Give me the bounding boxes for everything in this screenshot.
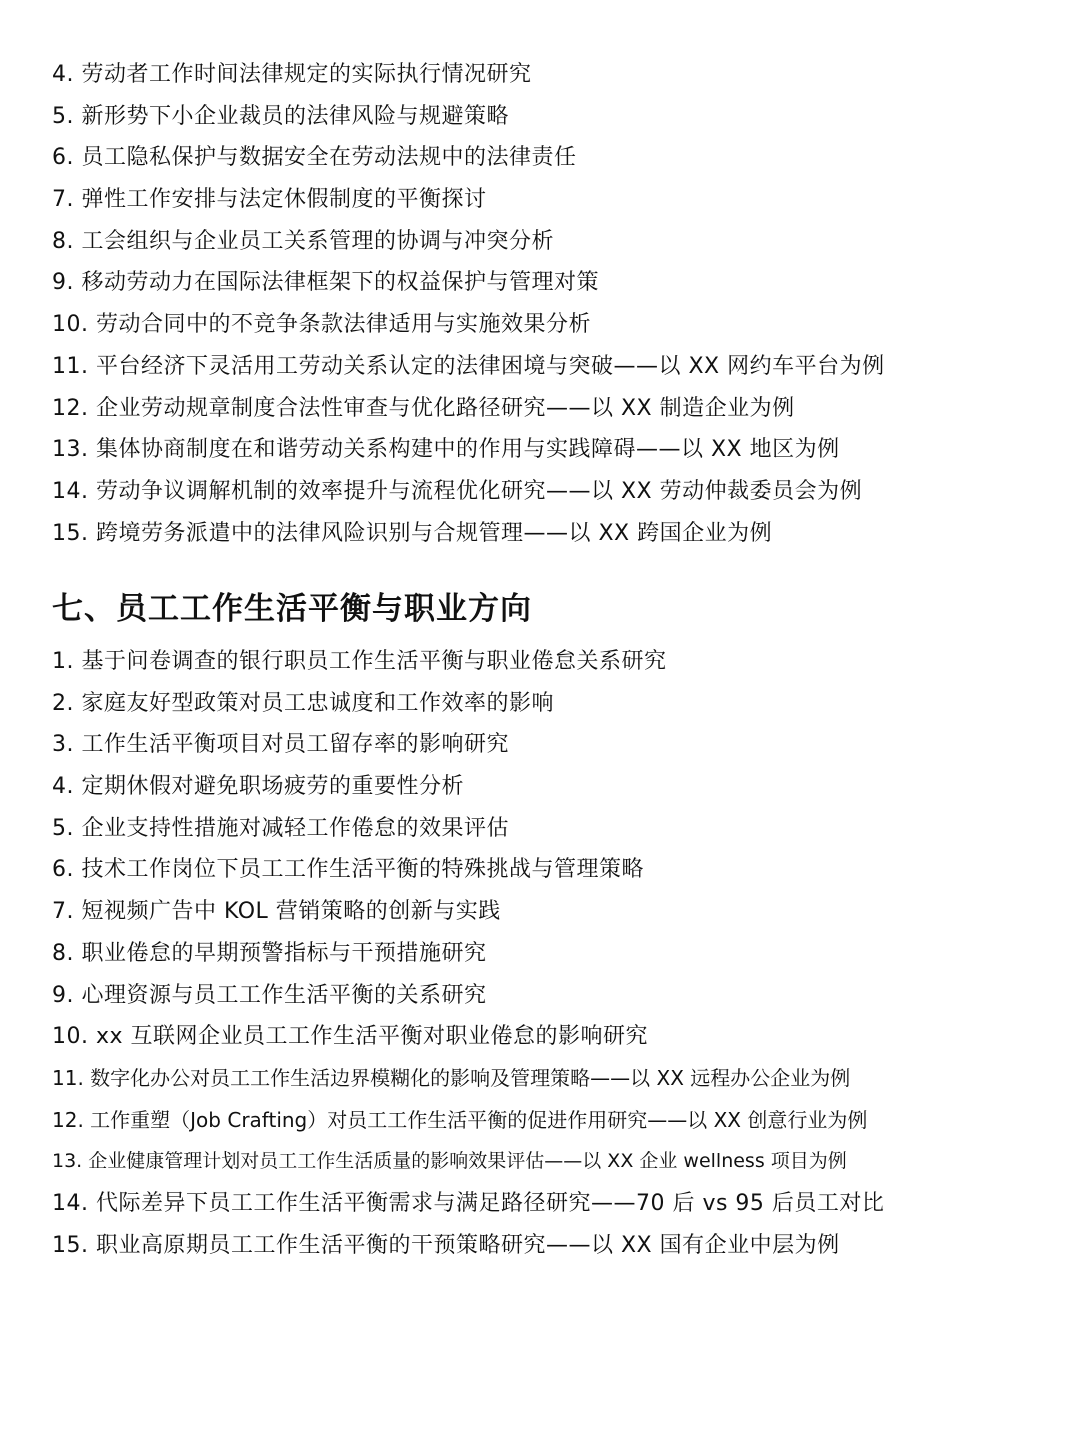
list-item: 4. 劳动者工作时间法律规定的实际执行情况研究	[52, 62, 532, 87]
list-item: 4. 定期休假对避免职场疲劳的重要性分析	[52, 774, 464, 800]
list-item: 6. 技术工作岗位下员工工作生活平衡的特殊挑战与管理策略	[52, 857, 644, 883]
list-item: 13. 企业健康管理计划对员工工作生活质量的影响效果评估——以 XX 企业 wellness 项目为例	[52, 1150, 847, 1173]
list-item: 15. 职业高原期员工工作生活平衡的干预策略研究——以 XX 国有企业中层为例	[52, 1232, 840, 1258]
list-item: 13. 集体协商制度在和谐劳动关系构建中的作用与实践障碍——以 XX 地区为例	[52, 437, 840, 463]
list-item: 7. 弹性工作安排与法定休假制度的平衡探讨	[52, 187, 487, 213]
list-item: 2. 家庭友好型政策对员工忠诚度和工作效率的影响	[52, 690, 554, 716]
list-item: 10. xx 互联网企业员工工作生活平衡对职业倦怠的影响研究	[52, 1024, 649, 1050]
list-item: 6. 员工隐私保护与数据安全在劳动法规中的法律责任	[52, 145, 577, 171]
section-topic-list	[52, 641, 1042, 1266]
list-item: 12. 企业劳动规章制度合法性审查与优化路径研究——以 XX 制造企业为例	[52, 395, 795, 421]
list-item: 5. 企业支持性措施对减轻工作倦怠的效果评估	[52, 815, 509, 841]
list-item: 9. 心理资源与员工工作生活平衡的关系研究	[52, 982, 487, 1008]
list-item: 14. 代际差异下员工工作生活平衡需求与满足路径研究——70 后 vs 95 后员工对比	[52, 1190, 885, 1216]
list-item: 10. 劳动合同中的不竞争条款法律适用与实施效果分析	[52, 312, 591, 338]
list-item: 15. 跨境劳务派遣中的法律风险识别与合规管理——以 XX 跨国企业为例	[52, 520, 773, 546]
list-item: 1. 基于问卷调查的银行职员工作生活平衡与职业倦怠关系研究	[52, 649, 667, 674]
list-item: 14. 劳动争议调解机制的效率提升与流程优化研究——以 XX 劳动仲裁委员会为例	[52, 478, 863, 504]
list-item: 5. 新形势下小企业裁员的法律风险与规避策略	[52, 103, 509, 129]
previous-section-list	[52, 54, 1042, 554]
list-item: 8. 工会组织与企业员工关系管理的协调与冲突分析	[52, 228, 554, 254]
section-heading: 七、员工工作生活平衡与职业方向	[52, 591, 532, 627]
list-item: 7. 短视频广告中 KOL 营销策略的创新与实践	[52, 899, 501, 925]
list-item: 11. 平台经济下灵活用工劳动关系认定的法律困境与突破——以 XX 网约车平台为例	[52, 353, 885, 379]
list-item: 3. 工作生活平衡项目对员工留存率的影响研究	[52, 732, 509, 758]
list-item: 12. 工作重塑（Job Crafting）对员工工作生活平衡的促进作用研究——以 XX 创意行业为例	[52, 1107, 868, 1132]
list-item: 9. 移动劳动力在国际法律框架下的权益保护与管理对策	[52, 270, 599, 296]
list-item: 8. 职业倦怠的早期预警指标与干预措施研究	[52, 940, 487, 966]
list-item: 11. 数字化办公对员工工作生活边界模糊化的影响及管理策略——以 XX 远程办公企业为例	[52, 1065, 851, 1090]
